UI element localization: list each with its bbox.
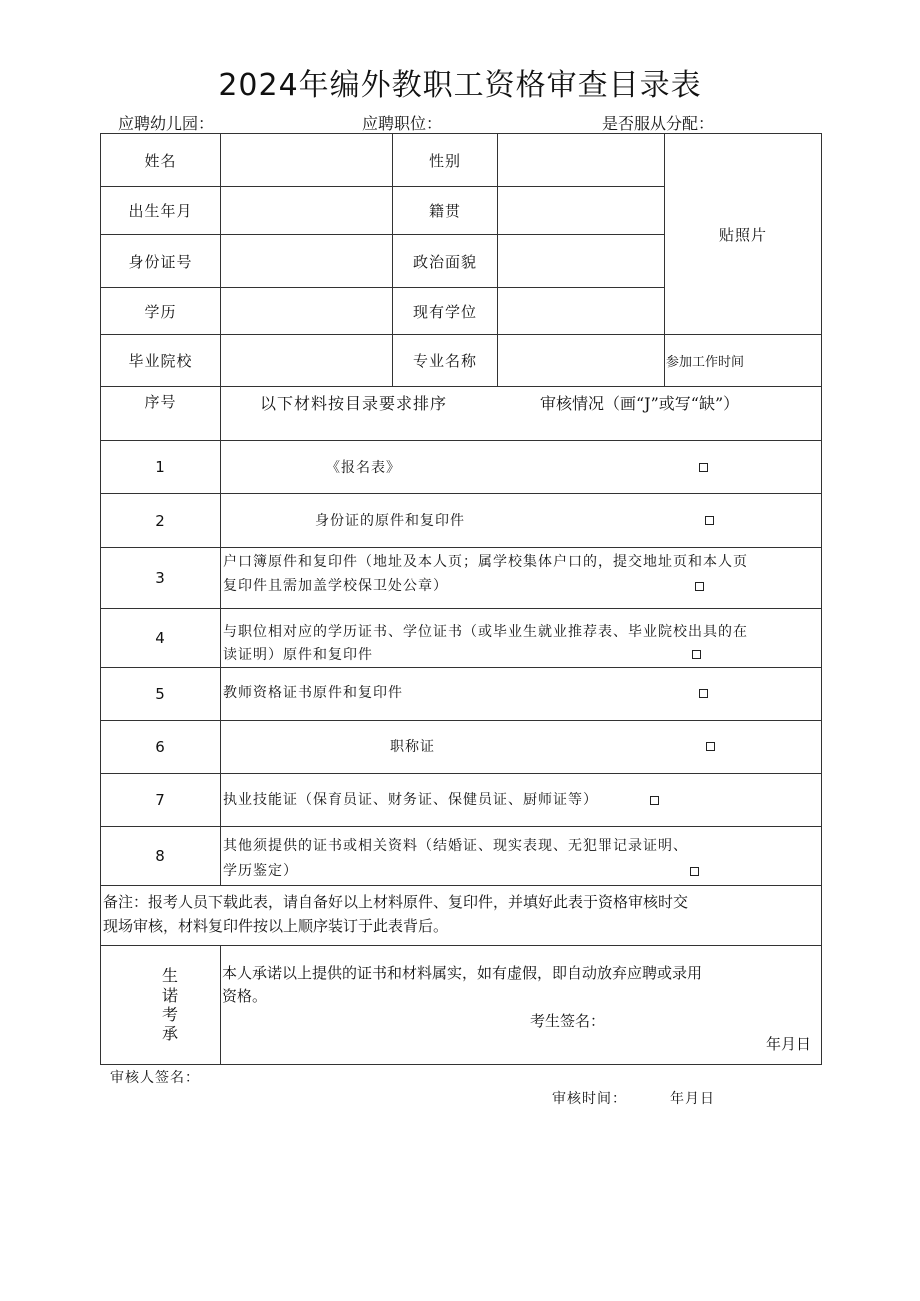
native-value-field[interactable] (498, 187, 664, 234)
name-label: 姓名 (144, 151, 177, 170)
checkbox-item-6[interactable] (706, 742, 715, 751)
gender-value-field[interactable] (498, 134, 664, 186)
checkbox-item-3[interactable] (695, 582, 704, 591)
item-text-line1: 与职位相对应的学历证书、学位证书（或毕业生就业推荐表、毕业院校出具的在 (223, 624, 748, 640)
school-label: 毕业院校 (128, 352, 193, 370)
major-label: 专业名称 (412, 352, 477, 370)
native-label: 籍贯 (428, 202, 461, 220)
position-label: 应聘职位： (362, 114, 443, 133)
pledge-line2: 资格。 (222, 987, 268, 1005)
item-text-line2: 读证明）原件和复印件 (223, 647, 373, 663)
checkbox-item-4[interactable] (692, 650, 701, 659)
review-header: 审核情况（画“J”或写“缺”） (540, 394, 740, 413)
item-no: 1 (155, 458, 166, 476)
name-value-field[interactable] (221, 134, 392, 186)
checkbox-item-7[interactable] (650, 796, 659, 805)
pledge-label-char: 承 (162, 1024, 180, 1043)
remark-line1: 备注：报考人员下载此表，请自备好以上材料原件、复印件，并填好此表于资格审核时交 (103, 893, 689, 911)
remark-line2: 现场审核，材料复印件按以上顺序装订于此表背后。 (103, 917, 449, 935)
education-label: 学历 (144, 302, 177, 321)
politics-label: 政治面貌 (412, 252, 477, 271)
seq-header: 序号 (144, 392, 177, 411)
checkbox-item-8[interactable] (690, 867, 699, 876)
item-text: 职称证 (390, 739, 435, 755)
materials-header: 以下材料按目录要求排序 (260, 394, 448, 413)
checkbox-item-2[interactable] (705, 516, 714, 525)
pledge-label-char: 诺 (162, 986, 180, 1005)
checkbox-item-5[interactable] (699, 689, 708, 698)
item-no: 8 (155, 847, 166, 865)
item-no: 6 (155, 738, 166, 756)
obey-label: 是否服从分配： (602, 114, 715, 133)
item-text: 身份证的原件和复印件 (315, 513, 465, 529)
item-text: 执业技能证（保育员证、财务证、保健员证、厨师证等） (223, 792, 598, 808)
reviewer-signature-label: 审核人签名： (110, 1070, 200, 1086)
id-no-label: 身份证号 (128, 252, 193, 271)
review-time-label: 审核时间： (552, 1091, 627, 1107)
pledge-line1: 本人承诺以上提供的证书和材料属实，如有虚假，即自动放弃应聘或录用 (222, 964, 703, 982)
review-date: 年月日 (670, 1091, 715, 1107)
item-no: 2 (155, 511, 166, 530)
photo-placeholder[interactable]: 贴照片 (718, 225, 767, 244)
gender-label: 性别 (428, 151, 461, 170)
degree-label: 现有学位 (412, 302, 477, 321)
page-title: 2024年编外教职工资格审查目录表 (218, 68, 702, 103)
education-value-field[interactable] (221, 288, 392, 334)
item-no: 7 (155, 791, 166, 809)
major-value-field[interactable] (498, 335, 664, 386)
birth-label: 出生年月 (128, 202, 193, 220)
item-text-line2: 复印件且需加盖学校保卫处公章） (223, 578, 448, 594)
pledge-label-char: 考 (162, 1005, 180, 1024)
item-text-line1: 其他须提供的证书或相关资料（结婚证、现实表现、无犯罪记录证明、 (223, 838, 688, 854)
school-value-field[interactable] (221, 335, 392, 386)
pledge-date: 年月日 (766, 1035, 812, 1053)
politics-value-field[interactable] (498, 235, 664, 287)
degree-value-field[interactable] (498, 288, 664, 334)
item-text-line2: 学历鉴定） (223, 863, 298, 879)
candidate-signature-label: 考生签名： (530, 1012, 606, 1030)
kindergarten-label: 应聘幼儿园： (118, 114, 215, 133)
birth-value-field[interactable] (221, 187, 392, 234)
item-text-line1: 户口簿原件和复印件（地址及本人页；属学校集体户口的，提交地址页和本人页 (223, 554, 748, 570)
item-no: 3 (155, 569, 166, 587)
item-text: 教师资格证书原件和复印件 (223, 685, 403, 701)
work-time-label: 参加工作时间 (666, 355, 745, 370)
item-text: 《报名表》 (326, 460, 401, 476)
checkbox-item-1[interactable] (699, 463, 708, 472)
id-no-value-field[interactable] (221, 235, 392, 287)
item-no: 5 (155, 685, 166, 703)
item-no: 4 (155, 629, 166, 647)
pledge-label-char: 生 (162, 966, 180, 985)
